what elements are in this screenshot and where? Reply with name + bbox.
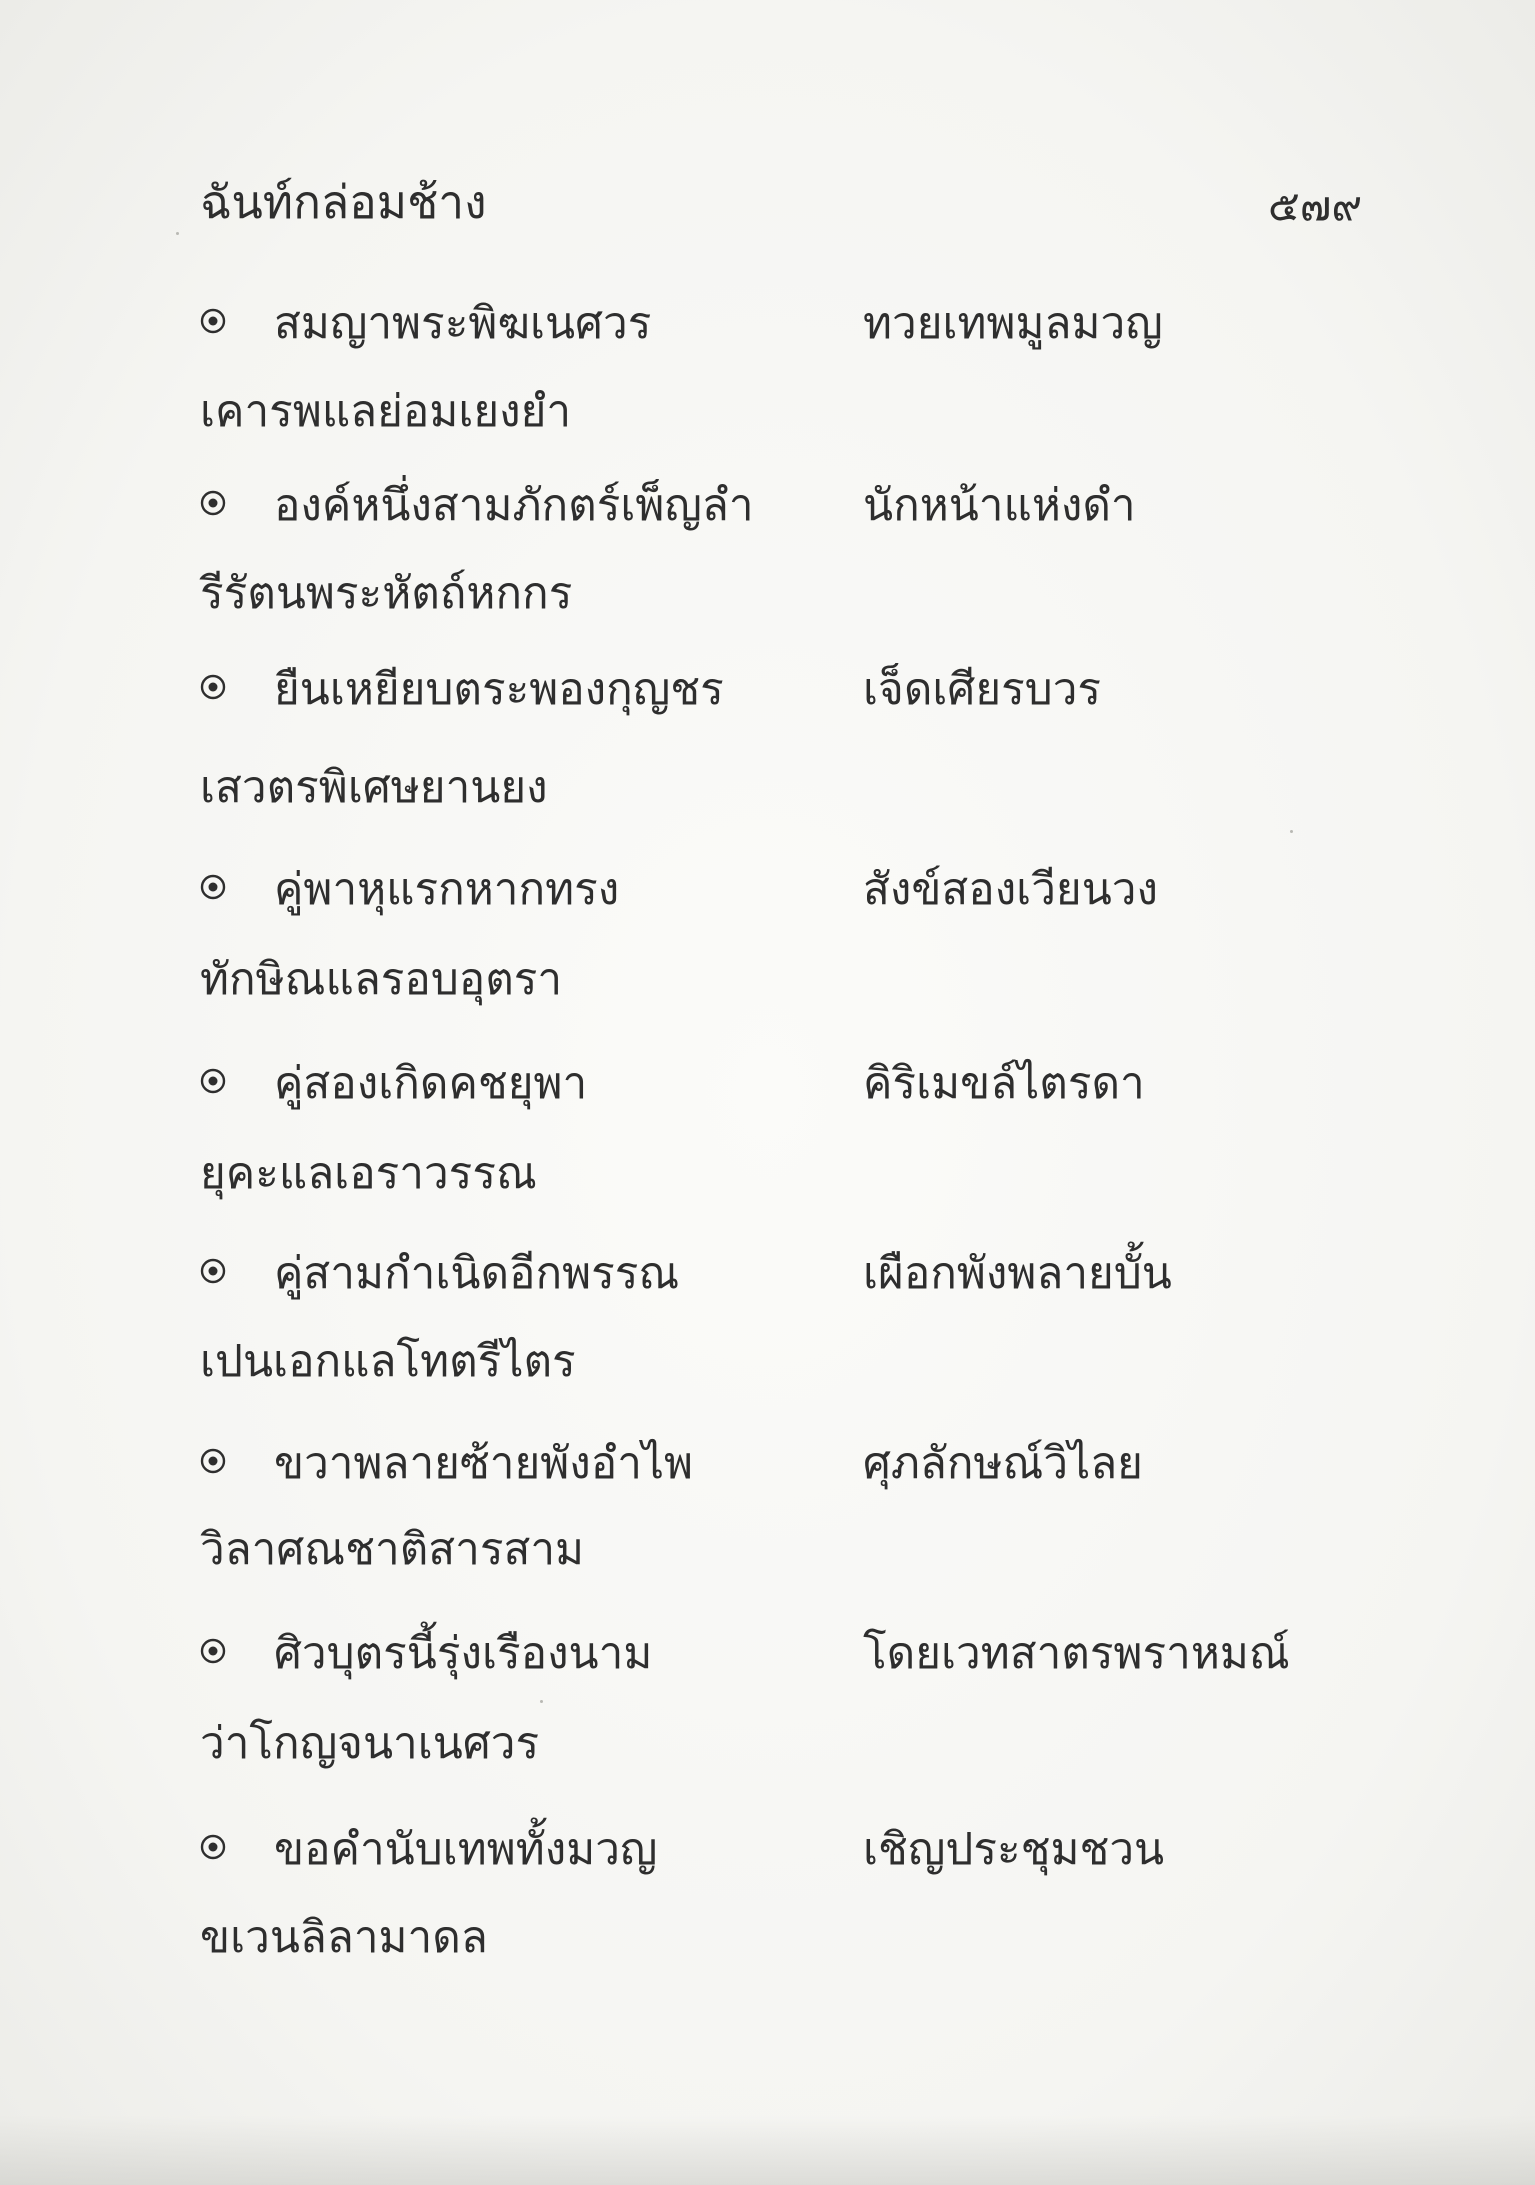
stanza-1-first-hemistich: สมญาพระพิฆเนศวร bbox=[274, 298, 652, 349]
stanza-7-line bbox=[200, 1432, 1350, 1496]
stanza-6-first-hemistich: คู่สามกำเนิดอีกพรรณ bbox=[274, 1248, 680, 1299]
page-bottom-shadow bbox=[0, 2115, 1535, 2185]
stanza-2-line bbox=[200, 474, 1350, 538]
double-circle-icon bbox=[200, 308, 226, 334]
paper-speck bbox=[540, 1700, 543, 1703]
double-circle-icon bbox=[200, 490, 226, 516]
page-header-title: ฉันท์กล่อมช้าง bbox=[200, 175, 487, 229]
double-circle-icon bbox=[200, 1068, 226, 1094]
stanza-1-second-hemistich: ทวยเทพมูลมวญ bbox=[863, 298, 1163, 349]
stanza-8-closing-line: ว่าโกญจนาเนศวร bbox=[200, 1718, 540, 1769]
stanza-3-first-hemistich: ยืนเหยียบตระพองกุญชร bbox=[274, 664, 724, 715]
stanza-5-closing-line: ยุคะแลเอราวรรณ bbox=[200, 1148, 537, 1199]
stanza-3-closing-line: เสวตรพิเศษยานยง bbox=[200, 762, 548, 813]
stanza-9-closing-line: ขเวนลิลามาดล bbox=[200, 1912, 488, 1963]
stanza-3-line bbox=[200, 658, 1350, 722]
stanza-6-second-hemistich: เผือกพังพลายบั้น bbox=[863, 1248, 1172, 1299]
stanza-3-second-hemistich: เจ็ดเศียรบวร bbox=[863, 664, 1102, 715]
double-circle-icon bbox=[200, 1448, 226, 1474]
stanza-1-line bbox=[200, 292, 1350, 356]
stanza-8-second-hemistich: โดยเวทสาตรพราหมณ์ bbox=[863, 1628, 1290, 1679]
double-circle-icon bbox=[200, 1834, 226, 1860]
double-circle-icon bbox=[200, 1258, 226, 1284]
stanza-7-first-hemistich: ขวาพลายซ้ายพังอำไพ bbox=[274, 1438, 694, 1489]
double-circle-icon bbox=[200, 874, 226, 900]
stanza-8-first-hemistich: ศิวบุตรนี้รุ่งเรืองนาม bbox=[274, 1628, 653, 1679]
stanza-4-line bbox=[200, 858, 1350, 922]
paper-speck bbox=[1290, 830, 1293, 833]
page-number: ๕๗๙ bbox=[1268, 181, 1363, 230]
stanza-2-first-hemistich: องค์หนึ่งสามภักตร์เพ็ญลำ bbox=[274, 480, 754, 531]
stanza-8-line bbox=[200, 1622, 1350, 1686]
stanza-9-second-hemistich: เชิญประชุมชวน bbox=[863, 1824, 1165, 1875]
stanza-5-second-hemistich: คิริเมขล์ไตรดา bbox=[863, 1058, 1145, 1109]
stanza-7-closing-line: วิลาศณชาติสารสาม bbox=[200, 1524, 585, 1575]
stanza-5-first-hemistich: คู่สองเกิดคชยุพา bbox=[274, 1058, 588, 1109]
stanza-7-second-hemistich: ศุภลักษณ์วิไลย bbox=[863, 1438, 1143, 1489]
paper-speck bbox=[176, 232, 179, 235]
double-circle-icon bbox=[200, 674, 226, 700]
stanza-2-closing-line: รีรัตนพระหัตถ์หกกร bbox=[200, 568, 573, 619]
double-circle-icon bbox=[200, 1638, 226, 1664]
stanza-4-first-hemistich: คู่พาหุแรกหากทรง bbox=[274, 864, 620, 915]
stanza-9-line bbox=[200, 1818, 1350, 1882]
stanza-6-line bbox=[200, 1242, 1350, 1306]
stanza-2-second-hemistich: นักหน้าแห่งดำ bbox=[863, 480, 1136, 531]
stanza-1-closing-line: เคารพแลย่อมเยงยำ bbox=[200, 386, 572, 437]
stanza-4-second-hemistich: สังข์สองเวียนวง bbox=[863, 864, 1158, 915]
stanza-4-closing-line: ทักษิณแลรอบอุตรา bbox=[200, 954, 563, 1005]
stanza-6-closing-line: เปนเอกแลโทตรีไตร bbox=[200, 1336, 576, 1387]
stanza-9-first-hemistich: ขอคำนับเทพทั้งมวญ bbox=[274, 1824, 658, 1875]
stanza-5-line bbox=[200, 1052, 1350, 1116]
